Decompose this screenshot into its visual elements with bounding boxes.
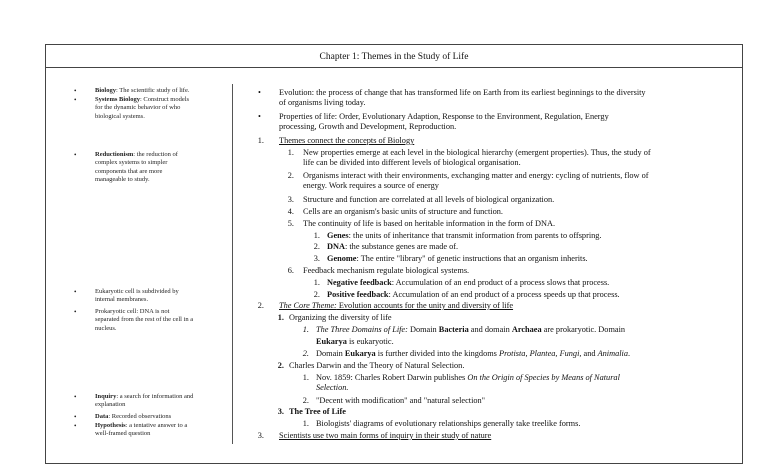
sidebar-item-prokaryotic: • Prokaryotic cell: DNA is not separated from the rest of the cell in a nucleus. (74, 308, 194, 332)
sidebar-item-reductionism: • Reductionism: the reduction of complex systems to simpler components that are more manageable to study. (74, 151, 178, 183)
item-number: 4. (287, 207, 294, 216)
sidebar-item-biology: • Biology: The scientific study of life. (74, 87, 190, 95)
list-item: The continuity of life is based on heritable information in the form of DNA. (303, 219, 556, 228)
bullet: • (74, 87, 77, 95)
properties-paragraph: Properties of life: Order, Evolutionary Adaption, Response to the Environment, Regulation, Energy processing, Growth and Development, Reproduction. (279, 112, 609, 131)
list-item: Charles Darwin and the Theory of Natural Selection. (289, 361, 465, 370)
sidebar-item-systems-biology: • Systems Biology: Construct models for the dynamic behavior of who biological systems. (74, 96, 190, 120)
properties-bullet: • (258, 112, 261, 121)
item-number: 1. (287, 148, 294, 157)
sub-item-tree-diagrams: Biologists' diagrams of evolutionary relationships generally take treelike forms. (316, 419, 581, 428)
section-number: 2. (257, 301, 264, 310)
sub-item-genome: Genome: The entire "library" of genetic instructions that an organism inherits. (327, 254, 588, 263)
list-item: Feedback mechanism regulate biological systems. (303, 266, 470, 275)
item-number: 6. (287, 266, 294, 275)
sub-item-number: 1. (313, 278, 320, 287)
item-number: 1. (277, 313, 284, 322)
list-item: Structure and function are correlated at all levels of biological organization. (303, 195, 555, 204)
sub-item-kingdoms: Domain Eukarya is further divided into the kingdoms Protista, Plantea, Fungi, and Animalia. (316, 349, 631, 358)
sidebar-item-hypothesis: • Hypothesis: a tentative answer to a well-framed question (74, 422, 188, 438)
page-title: Chapter 1: Themes in the Study of Life (319, 52, 469, 62)
list-item: Cells are an organism's basic units of structure and function. (303, 207, 503, 216)
sub-item-number: 3. (313, 254, 320, 263)
item-number: 2. (277, 361, 284, 370)
sub-item-number: 1. (313, 231, 320, 240)
sub-item-negative-feedback: Negative feedback: Accumulation of an end product of a process slows that process. (327, 278, 610, 287)
sidebar-item-eukaryotic: • Eukaryotic cell is subdivided by internal membranes. (74, 288, 179, 304)
sub-item-number: 1. (302, 373, 309, 382)
sub-item-dna: DNA: the substance genes are made of. (327, 242, 459, 251)
sub-item-number: 2. (313, 290, 320, 299)
title-divider (45, 67, 743, 68)
sub-item-number: 2. (302, 349, 309, 358)
sub-item-number: 1. (302, 325, 309, 334)
section-heading: Scientists use two main forms of inquiry in their study of nature (279, 431, 492, 440)
section-heading: Themes connect the concepts of Biology (279, 136, 415, 145)
evolution-bullet: • (258, 88, 261, 97)
sub-item-darwin-publication: Nov. 1859: Charles Robert Darwin publishes On the Origin of Species by Means of Natural Selection. (316, 373, 620, 392)
sidebar-item-data: • Data: Recorded observations (74, 413, 172, 421)
item-number: 2. (287, 171, 294, 180)
sub-item-genes: Genes: the units of inheritance that transmit information from parents to offspring. (327, 231, 602, 240)
list-item: New properties emerge at each level in the biological hierarchy (emergent properties). Thus, the study of life can be divided into different levels of biological organisation. (303, 148, 651, 167)
sub-item-descent: "Decent with modification" and "natural selection" (316, 396, 486, 405)
evolution-paragraph: Evolution: the process of change that has transformed life on Earth from its earliest beginnings to the diversity of organisms living today. (279, 88, 646, 107)
list-item: Organizing the diversity of life (289, 313, 392, 322)
item-number: 3. (277, 407, 284, 416)
item-number: 3. (287, 195, 294, 204)
section-number: 1. (257, 136, 264, 145)
sub-item-number: 1. (302, 419, 309, 428)
sub-item-three-domains-continued: Eukarya is eukaryotic. (316, 337, 394, 346)
section-number: 3. (257, 431, 264, 440)
sub-item-positive-feedback: Positive feedback: Accumulation of an end product of a process speeds up that process. (327, 290, 620, 299)
column-divider (232, 84, 233, 444)
sidebar-item-inquiry: • Inquiry: a search for information and explanation (74, 393, 194, 409)
sub-item-number: 2. (302, 396, 309, 405)
item-number: 5. (287, 219, 294, 228)
sub-item-number: 2. (313, 242, 320, 251)
list-item: The Tree of Life (289, 407, 346, 416)
section-heading: The Core Theme: Evolution accounts for the unity and diversity of life (279, 301, 514, 310)
list-item: Organisms interact with their environments, exchanging matter and energy: cycling of nutrients, flow of energy. Work requires a source of energy (303, 171, 649, 190)
sub-item-three-domains: The Three Domains of Life: Domain Bacteria and domain Archaea are prokaryotic. Domain (316, 325, 626, 334)
